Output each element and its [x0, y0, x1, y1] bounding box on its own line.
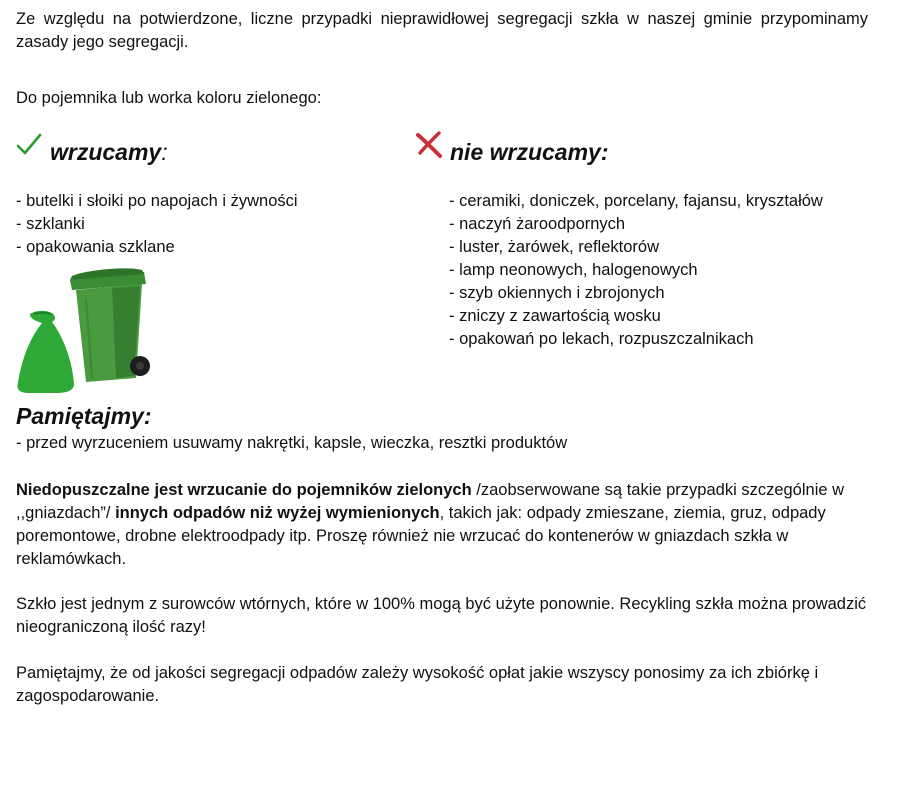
cross-icon [414, 130, 444, 160]
prohibition-text-2: , takich jak: odpady zmieszane, ziemia, gruz, odpady poremontowe, drobne elektroodpady itp. Proszę również nie wrzucać do kontenerów w gniazdach szkła w reklamówkach. [16, 504, 826, 568]
yes-heading-suffix: : [161, 139, 168, 165]
green-bag-icon [17, 311, 74, 393]
fees-paragraph: Pamiętajmy, że od jakości segregacji odpadów zależy wysokość opłat jakie wszyscy ponosimy za ich zbiórkę i zagospodarowanie. [16, 664, 819, 705]
list-item: - naczyń żaroodpornych [449, 215, 626, 233]
yes-column-heading [50, 138, 168, 166]
prohibition-bold-2: innych odpadów niż wyżej wymienionych [115, 504, 440, 522]
yes-heading-text: wrzucamy [50, 139, 162, 165]
container-instruction: Do pojemnika lub worka koloru zielonego: [16, 89, 322, 107]
green-wheelie-bin-icon [70, 268, 150, 382]
prohibition-bold-1: Niedopuszczalne jest wrzucanie do pojemników zielonych [16, 481, 472, 499]
list-item: - butelki i słoiki po napojach i żywności [16, 192, 298, 210]
yes-items-list [16, 190, 298, 259]
list-item: - luster, żarówek, reflektorów [449, 238, 659, 256]
list-item: - lamp neonowych, halogenowych [449, 261, 698, 279]
list-item: - ceramiki, doniczek, porcelany, fajansu, kryształów [449, 192, 823, 210]
list-item: - szyb okiennych i zbrojonych [449, 284, 665, 302]
list-item: - szklanki [16, 215, 85, 233]
intro-paragraph: Ze względu na potwierdzone, liczne przypadki nieprawidłowej segregacji szkła w naszej gminie przypominamy zasady jego segregacji. [16, 10, 868, 51]
prohibition-paragraph [16, 479, 868, 571]
check-icon [16, 132, 42, 158]
remember-item: - przed wyrzuceniem usuwamy nakrętki, kapsle, wieczka, resztki produktów [16, 434, 568, 452]
prohibition-text-1: /zaobserwowane są takie przypadki szczególnie w ,,gniazdach”/ [16, 481, 845, 522]
no-items-list [449, 190, 823, 351]
recycling-paragraph: Szkło jest jednym z surowców wtórnych, które w 100% mogą być użyte ponownie. Recykling szkła można prowadzić nieograniczoną ilość razy! [16, 595, 867, 636]
list-item: - opakowań po lekach, rozpuszczalnikach [449, 330, 754, 348]
waste-container-illustration [16, 266, 156, 396]
no-column-heading: nie wrzucamy: [450, 139, 609, 165]
list-item: - opakowania szklane [16, 238, 175, 256]
remember-heading: Pamiętajmy: [16, 403, 152, 429]
list-item: - zniczy z zawartością wosku [449, 307, 661, 325]
